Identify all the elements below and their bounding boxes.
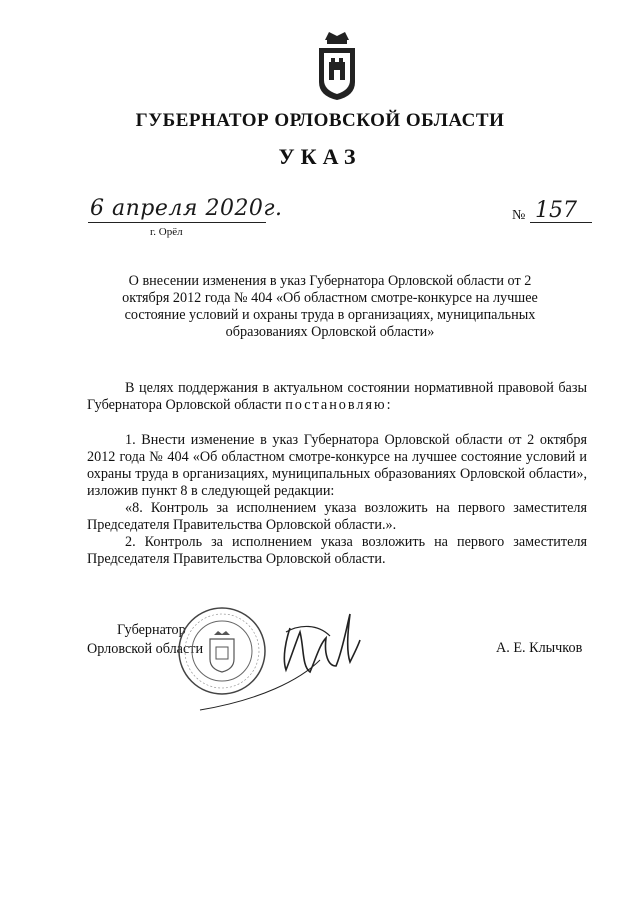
preamble-text: В целях поддержания в актуальном состоянии нормативной правовой базы Губернатора Орловской области (87, 380, 587, 413)
handwritten-signature-icon (190, 600, 390, 720)
number-label: № (512, 208, 526, 223)
date-underline (88, 222, 266, 223)
handwritten-date: 6 апреля 2020г. (90, 196, 283, 221)
document-subject: О внесении изменения в указ Губернатора Орловской области от 2 октября 2012 года № 404 «Об областном смотре-конкурсе на лучшее состояние условий и охраны труда в организациях, муниципальных образованиях Орловской области» (122, 273, 538, 340)
position-line-1: Губернатор (117, 622, 186, 638)
governor-title: ГУБЕРНАТОР ОРЛОВСКОЙ ОБЛАСТИ (135, 110, 505, 131)
coat-of-arms-icon (315, 30, 359, 102)
decree-word: постановляю: (285, 397, 393, 413)
position-line-2: Орловской области (87, 641, 204, 657)
number-underline (530, 222, 592, 223)
city-label: г. Орёл (150, 226, 183, 238)
decree-item-quote: «8. Контроль за исполнением указа возложить на первого заместителя Председателя Правительства Орловской области.». (87, 500, 587, 533)
decree-items (87, 432, 587, 568)
preamble (87, 380, 587, 414)
document-type: УКАЗ (278, 144, 362, 169)
handwritten-number: 157 (535, 198, 577, 223)
signatory-name: А. Е. Клычков (496, 640, 583, 656)
decree-item: 1. Внести изменение в указ Губернатора Орловской области от 2 октября 2012 года № 404 «Об областном смотре-конкурсе на лучшее состояние условий и охраны труда в организациях, муниципальных образованиях Орловской области», изложив пункт 8 в следующей редакции: (87, 432, 587, 499)
decree-item: 2. Контроль за исполнением указа возложить на первого заместителя Председателя Правительства Орловской области. (87, 534, 587, 567)
